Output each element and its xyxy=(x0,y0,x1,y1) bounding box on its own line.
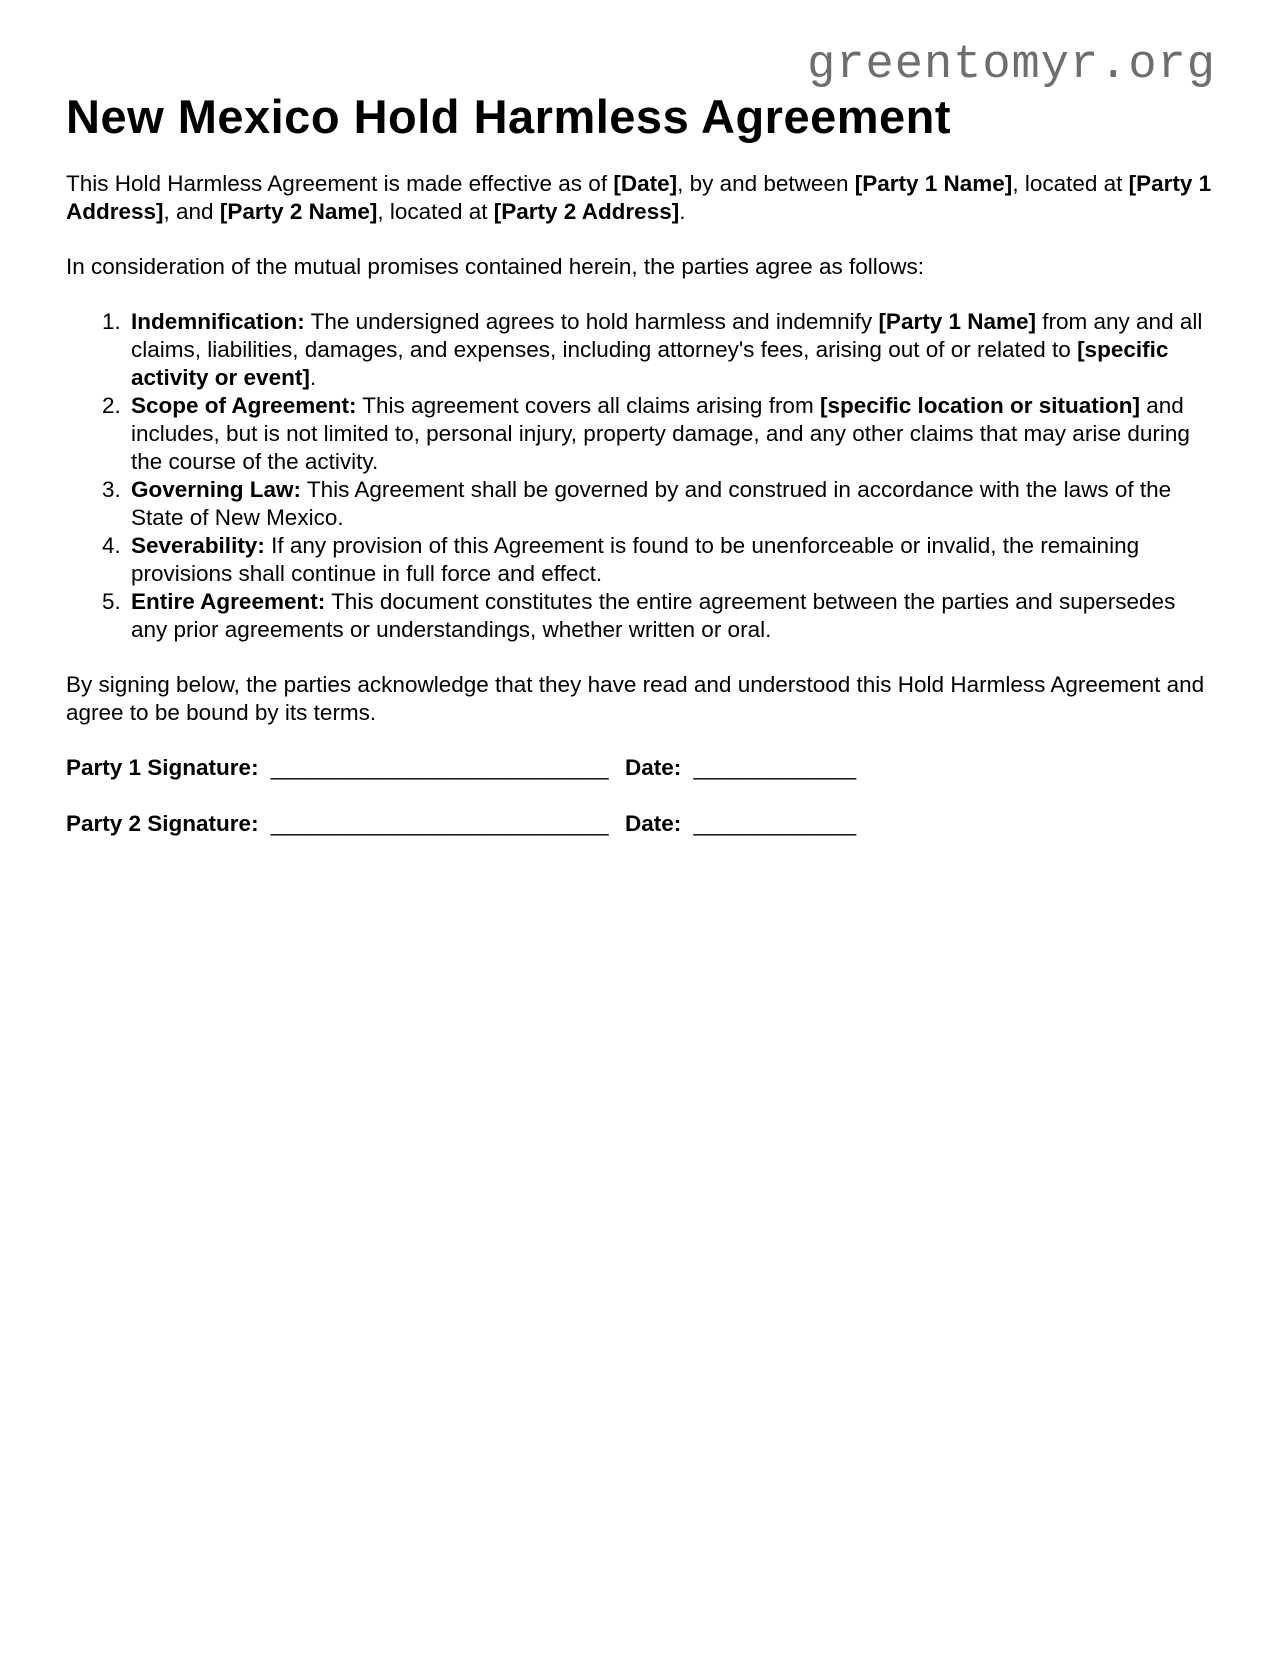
party1-date-line: _____________ xyxy=(693,754,857,780)
terms-list-item: 4. Severability: If any provision of this Agreement is found to be unenforceable or invalid, the remaining provisions shall continue in full force and effect. xyxy=(127,532,1216,588)
terms-list-item: 3. Governing Law: This Agreement shall be governed by and construed in accordance with the laws of the State of New Mexico. xyxy=(127,476,1216,532)
terms-list-item: 5. Entire Agreement: This document constitutes the entire agreement between the parties and supersedes any prior agreements or understandings, whether written or oral. xyxy=(127,588,1216,644)
party2-signature-line: ___________________________ xyxy=(270,810,609,836)
page-title: New Mexico Hold Harmless Agreement xyxy=(66,90,952,143)
party1-signature-row xyxy=(66,753,1216,783)
party1-signature-line: ___________________________ xyxy=(270,754,609,780)
document-body xyxy=(66,170,1216,839)
party1-signature-label: Party 1 Signature: xyxy=(66,754,259,780)
party2-date-label: Date: xyxy=(624,810,682,836)
party2-signature-label: Party 2 Signature: xyxy=(66,810,259,836)
terms-list-item: 2. Scope of Agreement: This agreement covers all claims arising from [specific location or situation] and includes, but is not limited to, personal injury, property damage, and any other claims that may arise during the course of the activity. xyxy=(127,392,1216,476)
party2-date-line: _____________ xyxy=(693,810,857,836)
site-watermark: greentomyr.org xyxy=(807,39,1216,92)
consideration-paragraph: In consideration of the mutual promises contained herein, the parties agree as follows: xyxy=(66,253,924,279)
terms-list-item: 1. Indemnification: The undersigned agrees to hold harmless and indemnify [Party 1 Name] from any and all claims, liabilities, damages, and expenses, including attorney's fees, arising out of or related to [specific activity or event]. xyxy=(127,308,1216,392)
terms-list xyxy=(66,308,1216,644)
party2-signature-row xyxy=(66,809,1216,839)
intro-paragraph: This Hold Harmless Agreement is made effective as of [Date], by and between [Party 1 Name], located at [Party 1 Address], and [Party 2 Name], located at [Party 2 Address]. xyxy=(66,170,1212,224)
party1-date-label: Date: xyxy=(624,754,682,780)
closing-paragraph: By signing below, the parties acknowledge that they have read and understood this Hold Harmless Agreement and agree to be bound by its terms. xyxy=(66,671,1205,725)
